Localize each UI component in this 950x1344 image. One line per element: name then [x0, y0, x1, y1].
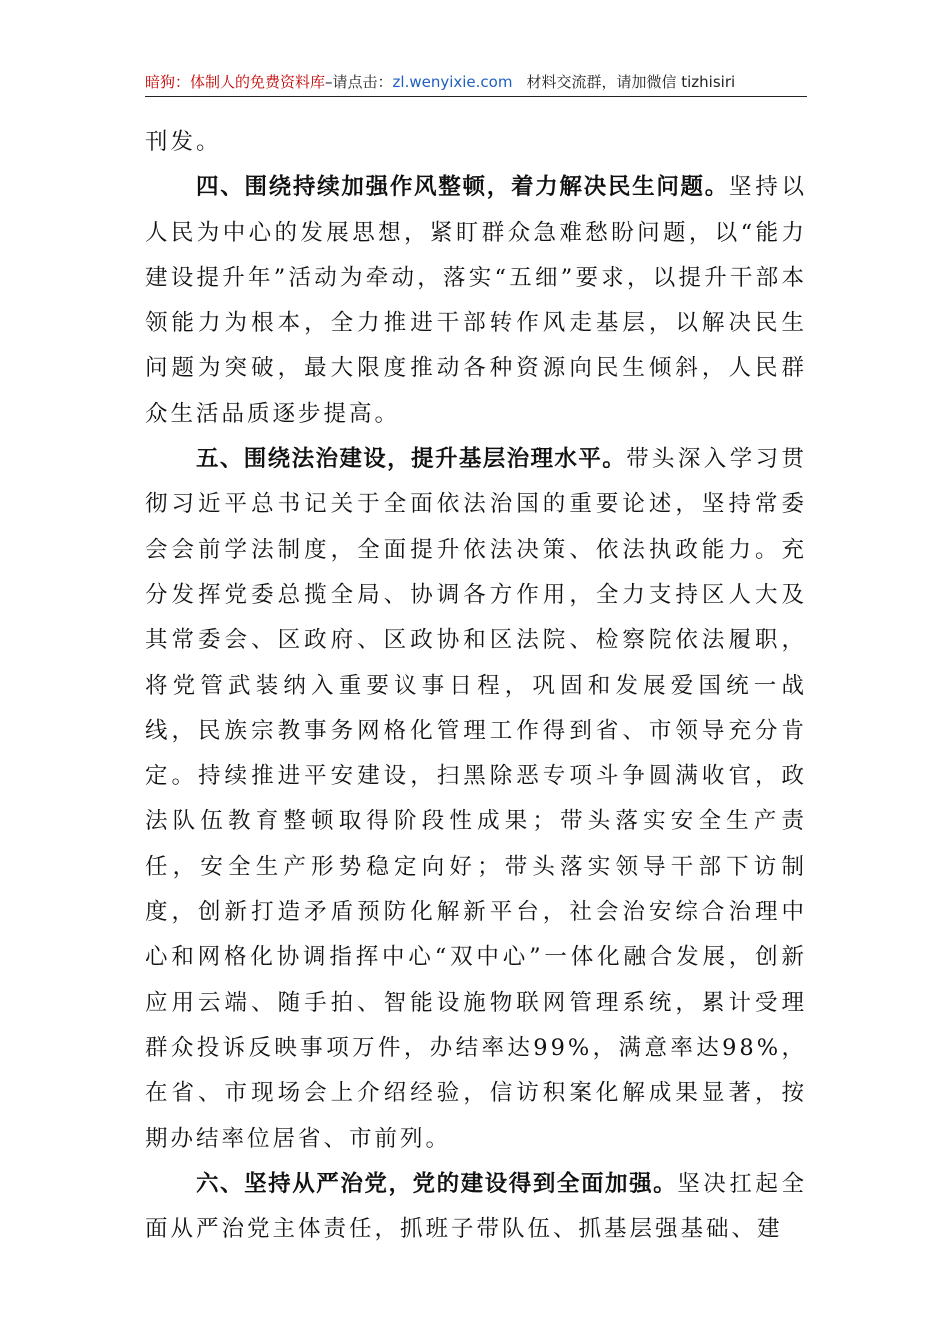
section-four-body: 坚持以人民为中心的发展思想，紧盯群众急难愁盼问题，以“能力建设提升年”活动为牵动，落实“五细”要求，以提升干部本领能力为根本，全力推进干部转作风走基层，以解决民生问题为突破，最大限度推动各种资源向民生倾斜，人民群众生活品质逐步提高。: [145, 174, 807, 427]
section-six-heading: 六、坚持从严治党，党的建设得到全面加强。: [196, 1170, 678, 1197]
section-five-heading: 五、围绕法治建设，提升基层治理水平。: [196, 446, 627, 473]
continuation-paragraph: 刊发。: [145, 129, 222, 155]
document-body: [145, 120, 807, 1252]
section-five-paragraph: [145, 437, 807, 1162]
page-header: [145, 70, 807, 94]
header-group-note: 材料交流群，请加微信 tizhisiri: [526, 73, 736, 91]
header-brand: 暗狗：体制人的免费资料库: [145, 73, 326, 91]
section-four-paragraph: [145, 165, 807, 437]
section-four-heading: 四、围绕持续加强作风整顿，着力解决民生问题。: [196, 174, 730, 201]
header-url-link[interactable]: zl.wenyixie.com: [392, 73, 513, 91]
header-click-label: –请点击：: [325, 73, 393, 91]
section-six-paragraph: [145, 1162, 807, 1253]
section-five-body: 带头深入学习贯彻习近平总书记关于全面依法治国的重要论述，坚持常委会会前学法制度，全面提升依法决策、依法执政能力。充分发挥党委总揽全局、协调各方作用，全力支持区人大及其常委会、区政府、区政协和区法院、检察院依法履职，将党管武装纳入重要议事日程，巩固和发展爱国统一战线，民族宗教事务网格化管理工作得到省、市领导充分肯定。持续推进平安建设，扫黑除恶专项斗争圆满收官，政法队伍教育整顿取得阶段性成果；带头落实安全生产责任，安全生产形势稳定向好；带头落实领导干部下访制度，创新打造矛盾预防化解新平台，社会治安综合治理中心和网格化协调指挥中心“双中心”一体化融合发展，创新应用云端、随手拍、智能设施物联网管理系统，累计受理群众投诉反映事项万件，办结率达99%，满意率达98%，在省、市现场会上介绍经验，信访积案化解成果显著，按期办结率位居省、市前列。: [145, 446, 807, 1152]
section-six-body: 坚决扛起全面从严治党主体责任，抓班子带队伍、抓基层强基础、建: [145, 1170, 807, 1243]
header-divider: [145, 96, 807, 97]
